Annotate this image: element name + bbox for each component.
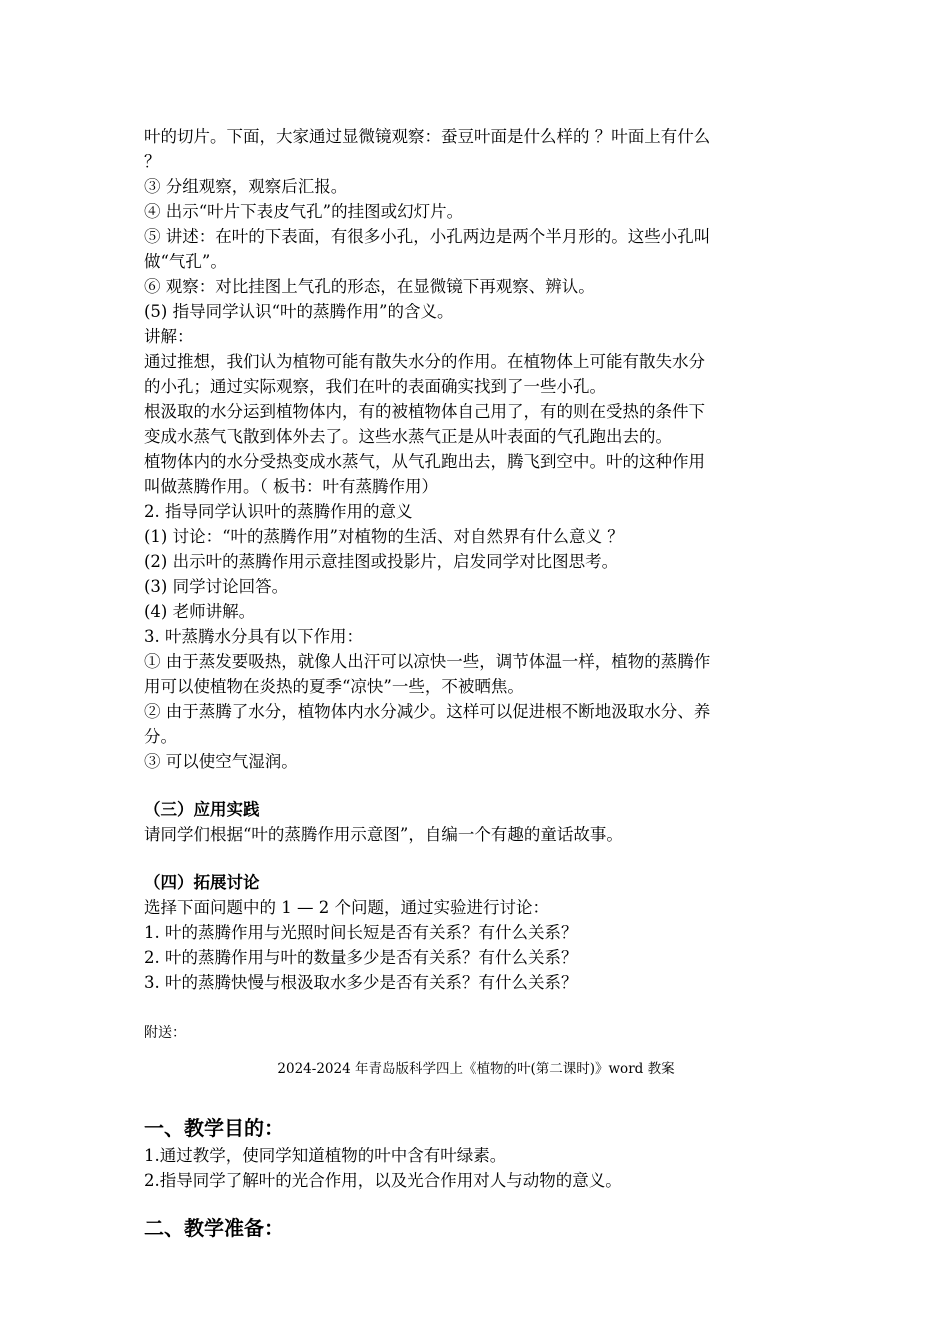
body-line: (2) 出示叶的蒸腾作用示意挂图或投影片，启发同学对比图思考。: [144, 552, 619, 571]
discussion-line: 1. 叶的蒸腾作用与光照时间长短是否有关系？有什么关系？: [144, 923, 578, 942]
spacer: [144, 1193, 808, 1213]
lesson-heading-goals: 一、教学目的：: [144, 1116, 284, 1140]
section-text-application: 请同学们根据“叶的蒸腾作用示意图”，自编一个有趣的童话故事。: [144, 825, 623, 844]
body-line: 叫做蒸腾作用。（ 板书：叶有蒸腾作用）: [144, 477, 438, 496]
body-line: ③ 可以使空气湿润。: [144, 752, 298, 771]
body-line: (5) 指导同学认识“叶的蒸腾作用”的含义。: [144, 302, 454, 321]
body-line: ① 由于蒸发要吸热，就像人出汗可以凉快一些，调节体温一样，植物的蒸腾作: [144, 652, 711, 671]
spacer: [144, 1093, 808, 1113]
body-line: ？: [144, 152, 161, 171]
body-line: 3. 叶蒸腾水分具有以下作用：: [144, 627, 363, 646]
spacer: [144, 774, 808, 797]
document-body: [144, 124, 808, 1243]
body-line: ⑤ 讲述：在叶的下表面，有很多小孔，小孔两边是两个半月形的。这些小孔叫: [144, 227, 711, 246]
body-line: (3) 同学讨论回答。: [144, 577, 289, 596]
body-line: ② 由于蒸腾了水分，植物体内水分减少。这样可以促进根不断地汲取水分、养: [144, 702, 711, 721]
discussion-line: 选择下面问题中的 1 — 2 个问题，通过实验进行讨论：: [144, 898, 549, 917]
appendix-label: 附送：: [144, 1025, 186, 1041]
body-line: ④ 出示“叶片下表皮气孔”的挂图或幻灯片。: [144, 202, 464, 221]
discussion-line: 3. 叶的蒸腾快慢与根汲取水多少是否有关系？有什么关系？: [144, 973, 578, 992]
body-line: 变成水蒸气飞散到体外去了。这些水蒸气正是从叶表面的气孔跑出去的。: [144, 427, 672, 446]
body-line: 讲解：: [144, 327, 194, 346]
body-line: ③ 分组观察，观察后汇报。: [144, 177, 348, 196]
lesson-goal: 2.指导同学了解叶的光合作用，以及光合作用对人与动物的意义。: [144, 1171, 622, 1190]
section-heading-discussion: （四）拓展讨论: [144, 873, 260, 892]
body-line: 根汲取的水分运到植物体内，有的被植物体自己用了，有的则在受热的条件下: [144, 402, 705, 421]
lesson-goal: 1.通过教学，使同学知道植物的叶中含有叶绿素。: [144, 1146, 507, 1165]
body-line: 2. 指导同学认识叶的蒸腾作用的意义: [144, 502, 413, 521]
body-line: 做“气孔”。: [144, 252, 227, 271]
body-line: (4) 老师讲解。: [144, 602, 256, 621]
body-line: 通过推想，我们认为植物可能有散失水分的作用。在植物体上可能有散失水分: [144, 352, 705, 371]
body-line: 的小孔；通过实际观察，我们在叶的表面确实找到了一些小孔。: [144, 377, 606, 396]
spacer: [144, 847, 808, 870]
appendix-title: 2024-2024 年青岛版科学四上《植物的叶(第二课时)》word 教案: [277, 1060, 675, 1077]
body-line: 植物体内的水分受热变成水蒸气，从气孔跑出去，腾飞到空中。叶的这种作用: [144, 452, 705, 471]
body-line: 分。: [144, 727, 177, 746]
spacer: [144, 995, 808, 1022]
body-line: 叶的切片。下面，大家通过显微镜观察：蚕豆叶面是什么样的 ？叶面上有什么: [144, 127, 711, 146]
body-line: ⑥ 观察：对比挂图上气孔的形态，在显微镜下再观察、辨认。: [144, 277, 595, 296]
lesson-heading-preparation: 二、教学准备：: [144, 1216, 284, 1240]
discussion-line: 2. 叶的蒸腾作用与叶的数量多少是否有关系？有什么关系？: [144, 948, 578, 967]
body-line: 用可以使植物在炎热的夏季“凉快”一些，不被晒焦。: [144, 677, 524, 696]
section-heading-application: （三）应用实践: [144, 800, 260, 819]
body-line: (1) 讨论：“叶的蒸腾作用”对植物的生活、对自然界有什么意义 ？: [144, 527, 624, 546]
